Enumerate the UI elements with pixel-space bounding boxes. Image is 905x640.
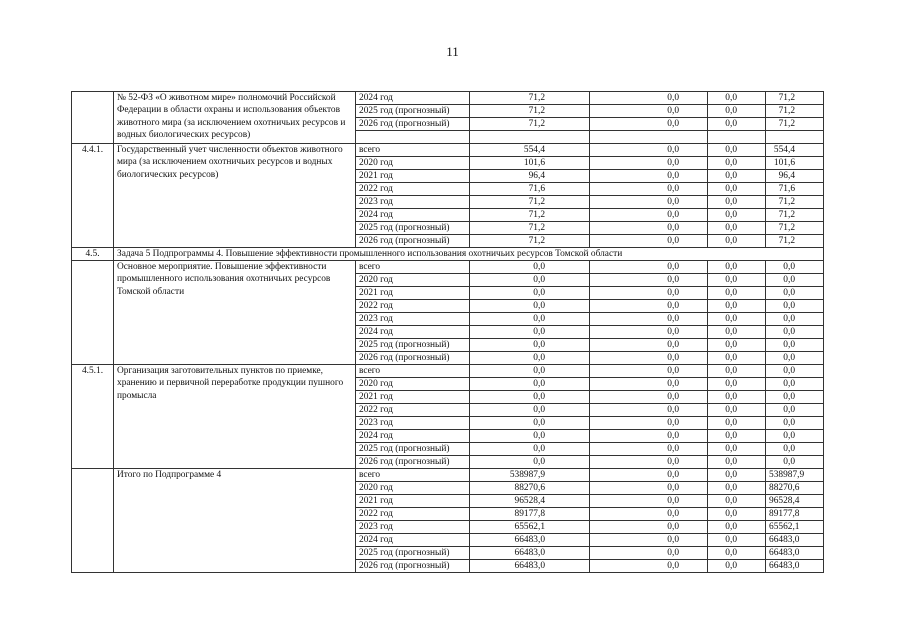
own-value: 0,0 [766,417,824,430]
year-cell: 2022 год [356,183,470,196]
row-description: Государственный учет численности объектов животного мира (за исключением охотничьих ресурсов и водных биологических ресурсов) [114,144,356,248]
own-value: 538987,9 [766,469,824,482]
total-value: 0,0 [470,339,590,352]
year-cell: 2021 год [356,495,470,508]
year-cell: 2022 год [356,300,470,313]
year-cell: 2023 год [356,521,470,534]
own-value: 65562,1 [766,521,824,534]
total-value: 554,4 [470,144,590,157]
own-value: 0,0 [766,404,824,417]
federal-value: 0,0 [590,222,708,235]
federal-value: 0,0 [590,313,708,326]
total-value: 0,0 [470,417,590,430]
regional-value: 0,0 [708,144,766,157]
own-value: 554,4 [766,144,824,157]
year-cell: 2023 год [356,196,470,209]
own-value: 71,6 [766,183,824,196]
federal-value: 0,0 [590,495,708,508]
total-value: 538987,9 [470,469,590,482]
total-value: 66483,0 [470,534,590,547]
federal-value: 0,0 [590,404,708,417]
regional-value: 0,0 [708,378,766,391]
year-cell: 2021 год [356,170,470,183]
own-value: 0,0 [766,261,824,274]
own-value: 101,6 [766,157,824,170]
task-title: Задача 5 Подпрограммы 4. Повышение эффективности промышленного использования охотничьих ресурсов Томской области [114,248,824,261]
year-cell: 2026 год (прогнозный) [356,118,470,131]
federal-value: 0,0 [590,508,708,521]
regional-value: 0,0 [708,352,766,365]
regional-value: 0,0 [708,222,766,235]
own-value: 71,2 [766,209,824,222]
year-cell: 2020 год [356,378,470,391]
year-cell: всего [356,261,470,274]
year-cell: 2020 год [356,157,470,170]
row-number [72,92,114,144]
page-number: 11 [446,44,459,59]
federal-value: 0,0 [590,300,708,313]
year-cell: 2024 год [356,430,470,443]
total-value: 96,4 [470,170,590,183]
year-cell: 2024 год [356,534,470,547]
regional-value: 0,0 [708,183,766,196]
table-row [72,144,824,157]
regional-value: 0,0 [708,118,766,131]
federal-value: 0,0 [590,261,708,274]
own-value: 71,2 [766,196,824,209]
own-value: 0,0 [766,352,824,365]
own-value: 0,0 [766,378,824,391]
regional-value: 0,0 [708,209,766,222]
row-description: Основное мероприятие. Повышение эффективности промышленного использования охотничьих ресурсов Томской области [114,261,356,365]
year-cell: 2026 год (прогнозный) [356,560,470,573]
regional-value: 0,0 [708,430,766,443]
own-value: 0,0 [766,456,824,469]
year-cell: 2025 год (прогнозный) [356,105,470,118]
total-value: 0,0 [470,391,590,404]
own-value: 71,2 [766,222,824,235]
year-cell: 2020 год [356,274,470,287]
federal-value: 0,0 [590,196,708,209]
total-value: 0,0 [470,443,590,456]
regional-value: 0,0 [708,105,766,118]
total-value: 0,0 [470,365,590,378]
total-value: 0,0 [470,313,590,326]
total-value [470,131,590,144]
total-value: 0,0 [470,274,590,287]
year-cell: 2023 год [356,417,470,430]
table-row [72,261,824,274]
year-cell: 2026 год (прогнозный) [356,456,470,469]
year-cell: 2021 год [356,287,470,300]
year-cell: 2022 год [356,508,470,521]
row-description: Организация заготовительных пунктов по приемке, хранению и первичной переработке продукции пушного промысла [114,365,356,469]
federal-value: 0,0 [590,417,708,430]
row-number [72,261,114,365]
regional-value: 0,0 [708,313,766,326]
own-value: 96528,4 [766,495,824,508]
federal-value: 0,0 [590,378,708,391]
federal-value: 0,0 [590,118,708,131]
year-cell [356,131,470,144]
row-number: 4.5.1. [72,365,114,469]
federal-value: 0,0 [590,287,708,300]
regional-value: 0,0 [708,469,766,482]
regional-value: 0,0 [708,534,766,547]
regional-value: 0,0 [708,92,766,105]
own-value: 0,0 [766,274,824,287]
total-value: 0,0 [470,456,590,469]
total-value: 66483,0 [470,547,590,560]
regional-value: 0,0 [708,482,766,495]
total-value: 0,0 [470,261,590,274]
total-value: 71,2 [470,209,590,222]
federal-value: 0,0 [590,365,708,378]
regional-value: 0,0 [708,287,766,300]
regional-value: 0,0 [708,326,766,339]
federal-value: 0,0 [590,274,708,287]
federal-value: 0,0 [590,352,708,365]
federal-value: 0,0 [590,456,708,469]
total-value: 71,2 [470,92,590,105]
table-row [72,365,824,378]
federal-value: 0,0 [590,430,708,443]
year-cell: 2026 год (прогнозный) [356,235,470,248]
regional-value: 0,0 [708,495,766,508]
total-value: 96528,4 [470,495,590,508]
own-value: 88270,6 [766,482,824,495]
own-value: 66483,0 [766,534,824,547]
federal-value [590,131,708,144]
row-number: 4.5. [72,248,114,261]
federal-value: 0,0 [590,170,708,183]
table-row [72,469,824,482]
total-value: 0,0 [470,378,590,391]
budget-table [71,91,824,573]
federal-value: 0,0 [590,326,708,339]
total-value: 0,0 [470,326,590,339]
row-number [72,469,114,573]
federal-value: 0,0 [590,235,708,248]
own-value: 0,0 [766,326,824,339]
regional-value: 0,0 [708,404,766,417]
total-value: 0,0 [470,404,590,417]
own-value: 66483,0 [766,547,824,560]
table-row [72,92,824,105]
year-cell: 2023 год [356,313,470,326]
regional-value: 0,0 [708,365,766,378]
own-value: 0,0 [766,287,824,300]
year-cell: 2020 год [356,482,470,495]
federal-value: 0,0 [590,534,708,547]
federal-value: 0,0 [590,443,708,456]
own-value: 71,2 [766,105,824,118]
federal-value: 0,0 [590,183,708,196]
total-value: 71,6 [470,183,590,196]
year-cell: 2021 год [356,391,470,404]
own-value [766,131,824,144]
regional-value: 0,0 [708,547,766,560]
year-cell: 2025 год (прогнозный) [356,222,470,235]
total-value: 71,2 [470,105,590,118]
row-number: 4.4.1. [72,144,114,248]
regional-value: 0,0 [708,157,766,170]
year-cell: всего [356,144,470,157]
own-value: 0,0 [766,339,824,352]
federal-value: 0,0 [590,560,708,573]
own-value: 71,2 [766,92,824,105]
own-value: 89177,8 [766,508,824,521]
year-cell: всего [356,365,470,378]
regional-value: 0,0 [708,508,766,521]
year-cell: всего [356,469,470,482]
own-value: 0,0 [766,391,824,404]
total-value: 71,2 [470,118,590,131]
own-value: 71,2 [766,118,824,131]
federal-value: 0,0 [590,547,708,560]
regional-value: 0,0 [708,300,766,313]
regional-value: 0,0 [708,521,766,534]
own-value: 0,0 [766,430,824,443]
total-value: 0,0 [470,430,590,443]
task-row [72,248,824,261]
regional-value: 0,0 [708,261,766,274]
total-value: 65562,1 [470,521,590,534]
year-cell: 2024 год [356,209,470,222]
own-value: 71,2 [766,235,824,248]
own-value: 0,0 [766,443,824,456]
federal-value: 0,0 [590,105,708,118]
regional-value: 0,0 [708,235,766,248]
own-value: 66483,0 [766,560,824,573]
total-value: 0,0 [470,300,590,313]
total-value: 66483,0 [470,560,590,573]
federal-value: 0,0 [590,144,708,157]
regional-value: 0,0 [708,196,766,209]
regional-value: 0,0 [708,339,766,352]
year-cell: 2024 год [356,326,470,339]
federal-value: 0,0 [590,391,708,404]
total-value: 71,2 [470,196,590,209]
own-value: 0,0 [766,365,824,378]
own-value: 0,0 [766,300,824,313]
regional-value: 0,0 [708,274,766,287]
regional-value: 0,0 [708,456,766,469]
regional-value: 0,0 [708,170,766,183]
federal-value: 0,0 [590,469,708,482]
total-value: 71,2 [470,222,590,235]
federal-value: 0,0 [590,92,708,105]
own-value: 96,4 [766,170,824,183]
regional-value: 0,0 [708,391,766,404]
year-cell: 2025 год (прогнозный) [356,339,470,352]
federal-value: 0,0 [590,521,708,534]
total-value: 0,0 [470,352,590,365]
federal-value: 0,0 [590,482,708,495]
row-description: № 52-ФЗ «О животном мире» полномочий Российской Федерации в области охраны и использования объектов животного мира (за исключением охотничьих ресурсов и водных биологических ресурсов) [114,92,356,144]
total-value: 71,2 [470,235,590,248]
regional-value: 0,0 [708,417,766,430]
regional-value [708,131,766,144]
year-cell: 2022 год [356,404,470,417]
year-cell: 2024 год [356,92,470,105]
federal-value: 0,0 [590,339,708,352]
total-value: 0,0 [470,287,590,300]
own-value: 0,0 [766,313,824,326]
federal-value: 0,0 [590,157,708,170]
year-cell: 2026 год (прогнозный) [356,352,470,365]
regional-value: 0,0 [708,443,766,456]
total-value: 101,6 [470,157,590,170]
total-value: 89177,8 [470,508,590,521]
regional-value: 0,0 [708,560,766,573]
year-cell: 2025 год (прогнозный) [356,443,470,456]
row-description: Итого по Подпрограмме 4 [114,469,356,573]
federal-value: 0,0 [590,209,708,222]
year-cell: 2025 год (прогнозный) [356,547,470,560]
total-value: 88270,6 [470,482,590,495]
